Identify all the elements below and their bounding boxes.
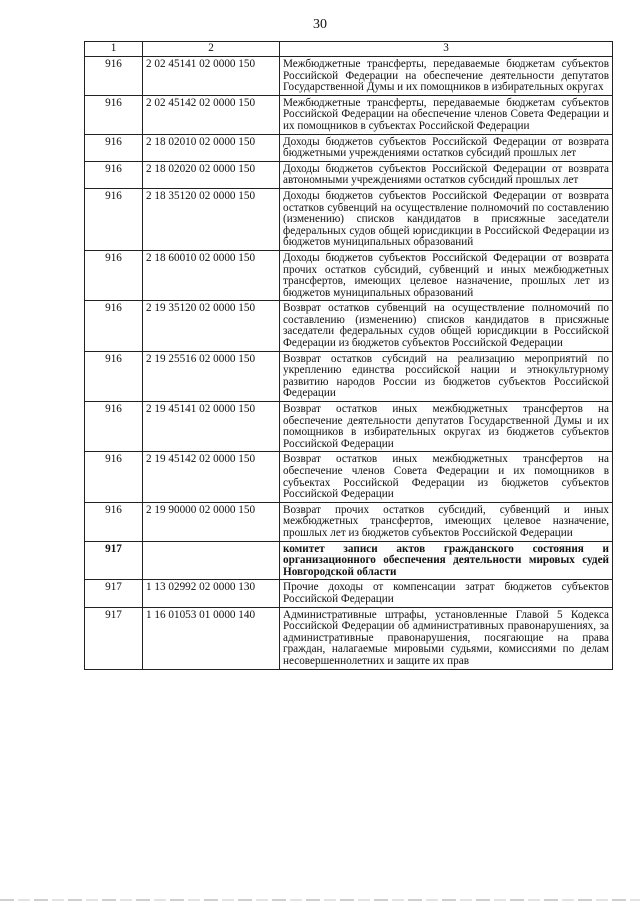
revenue-name-cell: Доходы бюджетов субъектов Российской Федерации от возврата прочих остатков субсидий, субвенций и иных межбюджетных трансфертов, имеющих целевое назначение, прошлых лет из бюджетов муниципальных образований	[280, 250, 613, 300]
page-number: 30	[313, 17, 327, 32]
admin-code-cell: 916	[85, 95, 143, 134]
revenue-name-cell: Возврат остатков иных межбюджетных трансфертов на обеспечение членов Совета Федерации и их помощников в субъектах Российской Федерации из бюджетов субъектов Российской Федерации	[280, 452, 613, 502]
admin-code-cell: 916	[85, 250, 143, 300]
budget-classification-code-cell: 2 19 90000 02 0000 150	[143, 502, 280, 541]
scan-edge-artifact	[0, 899, 640, 901]
admin-code-cell: 916	[85, 301, 143, 351]
admin-code-cell: 916	[85, 402, 143, 452]
revenue-name-cell: Межбюджетные трансферты, передаваемые бюджетам субъектов Российской Федерации на обеспечение членов Совета Федерации и их помощников в субъектах Российской Федерации	[280, 95, 613, 134]
admin-code-cell: 916	[85, 57, 143, 96]
revenue-name-cell: Возврат остатков субсидий на реализацию мероприятий по укреплению единства российской нации и этнокультурному развитию народов России из бюджетов субъектов Российской Федерации	[280, 351, 613, 401]
revenue-name-cell: Возврат остатков субвенций на осуществление полномочий по составлению (изменению) списков кандидатов в присяжные заседатели федеральных судов общей юрисдикции в Российской Федерации из бюджетов субъектов Российской Федерации	[280, 301, 613, 351]
admin-code-cell: 916	[85, 134, 143, 161]
budget-classification-code-cell: 2 19 45142 02 0000 150	[143, 452, 280, 502]
table-row	[85, 250, 613, 300]
admin-code-cell: 917	[85, 607, 143, 669]
admin-code-cell: 916	[85, 188, 143, 250]
budget-classification-code-cell: 2 19 35120 02 0000 150	[143, 301, 280, 351]
table-row	[85, 301, 613, 351]
budget-classification-code-cell	[143, 541, 280, 580]
table-header-row	[85, 42, 613, 57]
admin-code-cell: 916	[85, 351, 143, 401]
admin-code-cell: 917	[85, 580, 143, 607]
table-row	[85, 402, 613, 452]
table-row	[85, 188, 613, 250]
budget-classification-code-cell: 2 02 45142 02 0000 150	[143, 95, 280, 134]
revenue-name-cell: Административные штрафы, установленные Главой 5 Кодекса Российской Федерации об административных правонарушениях, за административные правонарушения, посягающие на права граждан, налагаемые мировыми судьями, комиссиями по делам несовершеннолетних и защите их прав	[280, 607, 613, 669]
revenue-name-cell: Доходы бюджетов субъектов Российской Федерации от возврата автономными учреждениями остатков субсидий прошлых лет	[280, 161, 613, 188]
column-header-2: 2	[143, 42, 280, 57]
table-row	[85, 580, 613, 607]
admin-code-cell: 917	[85, 541, 143, 580]
table-row-section-header	[85, 541, 613, 580]
admin-code-cell: 916	[85, 502, 143, 541]
revenue-name-cell: комитет записи актов гражданского состояния и организационного обеспечения деятельности мировых судей Новгородской области	[280, 541, 613, 580]
revenue-name-cell: Возврат прочих остатков субсидий, субвенций и иных межбюджетных трансфертов, имеющих целевое назначение, прошлых лет из бюджетов субъектов Российской Федерации	[280, 502, 613, 541]
admin-code-cell: 916	[85, 452, 143, 502]
column-header-1: 1	[85, 42, 143, 57]
budget-classification-code-cell: 2 18 02020 02 0000 150	[143, 161, 280, 188]
revenue-name-cell: Доходы бюджетов субъектов Российской Федерации от возврата остатков субвенций на осуществление полномочий по составлению (изменению) списков кандидатов в присяжные заседатели федеральных судов общей юрисдикции в Российской Федерации из бюджетов муниципальных образований	[280, 188, 613, 250]
revenue-name-cell: Прочие доходы от компенсации затрат бюджетов субъектов Российской Федерации	[280, 580, 613, 607]
column-header-3: 3	[280, 42, 613, 57]
budget-classification-code-cell: 2 18 35120 02 0000 150	[143, 188, 280, 250]
table-body	[85, 57, 613, 670]
budget-classification-code-cell: 2 02 45141 02 0000 150	[143, 57, 280, 96]
table-row	[85, 351, 613, 401]
revenue-name-cell: Межбюджетные трансферты, передаваемые бюджетам субъектов Российской Федерации на обеспечение деятельности депутатов Государственной Думы и их помощников в избирательных округах	[280, 57, 613, 96]
budget-classification-code-cell: 2 18 02010 02 0000 150	[143, 134, 280, 161]
budget-classification-code-cell: 2 19 25516 02 0000 150	[143, 351, 280, 401]
table-row	[85, 607, 613, 669]
budget-classification-code-cell: 2 18 60010 02 0000 150	[143, 250, 280, 300]
revenue-classification-table	[84, 41, 613, 670]
revenue-name-cell: Доходы бюджетов субъектов Российской Федерации от возврата бюджетными учреждениями остатков субсидий прошлых лет	[280, 134, 613, 161]
admin-code-cell: 916	[85, 161, 143, 188]
budget-classification-code-cell: 1 13 02992 02 0000 130	[143, 580, 280, 607]
table-row	[85, 452, 613, 502]
budget-classification-code-cell: 2 19 45141 02 0000 150	[143, 402, 280, 452]
budget-classification-code-cell: 1 16 01053 01 0000 140	[143, 607, 280, 669]
table-row	[85, 134, 613, 161]
table-row	[85, 161, 613, 188]
table-row	[85, 95, 613, 134]
revenue-name-cell: Возврат остатков иных межбюджетных трансфертов на обеспечение деятельности депутатов Государственной Думы и их помощников в избирательных округах из бюджетов субъектов Российской Федерации	[280, 402, 613, 452]
table-row	[85, 502, 613, 541]
table-row	[85, 57, 613, 96]
